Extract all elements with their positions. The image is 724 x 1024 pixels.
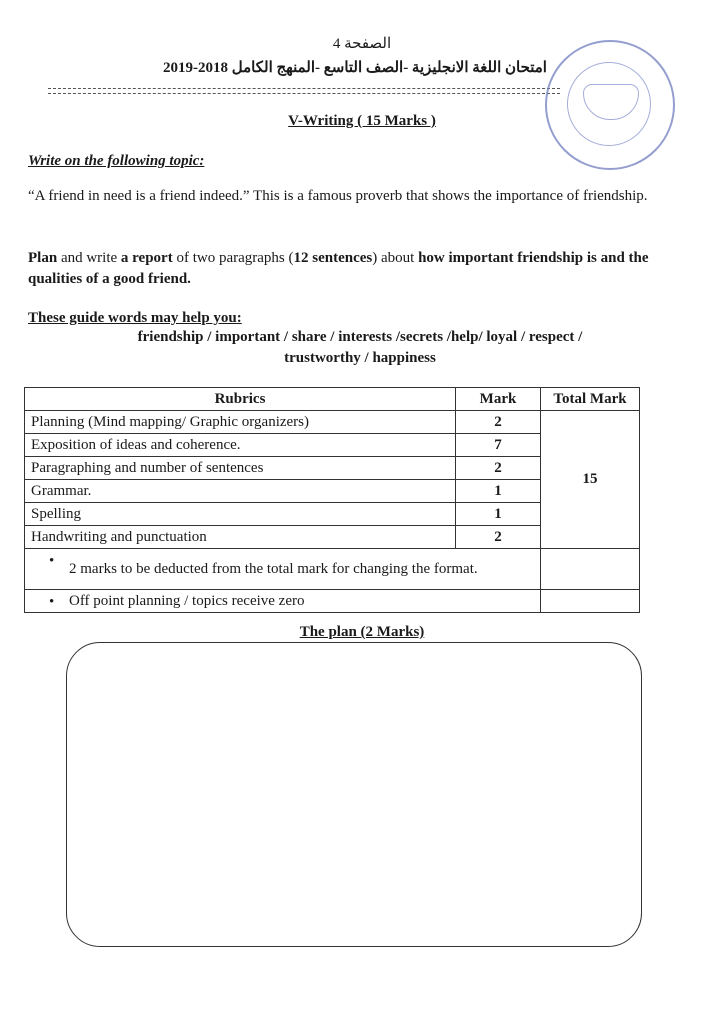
section-title: V-Writing ( 15 Marks ): [288, 113, 436, 129]
guide-words: [60, 327, 660, 369]
table-row: [25, 590, 640, 613]
rubric-label: Grammar.: [25, 480, 456, 503]
rubrics-table: [24, 387, 640, 613]
rubric-mark: 1: [456, 503, 541, 526]
instruction-bold-topic: how important friendship is and the qualities of a good friend.: [28, 250, 649, 287]
guide-words-line: friendship / important / share / interests /secrets /help/ loyal / respect /: [137, 329, 583, 345]
total-column-header: Total Mark: [541, 388, 640, 411]
instruction-bold-sentences: 12 sentences: [293, 250, 373, 266]
topic-instruction: [28, 248, 700, 290]
instruction-bold-plan: Plan: [28, 250, 58, 266]
rubric-mark: 2: [456, 526, 541, 549]
instruction-text: and write: [57, 250, 121, 266]
rubric-mark: 2: [456, 411, 541, 434]
instruction-bold-report: a report: [120, 250, 173, 266]
empty-cell: [541, 590, 640, 613]
topic-heading: Write on the following topic:: [28, 153, 205, 169]
rubric-note: [25, 590, 541, 613]
mark-column-header: Mark: [456, 388, 541, 411]
instruction-text: of two paragraphs (: [172, 250, 294, 266]
rubric-label: Exposition of ideas and coherence.: [25, 434, 456, 457]
bullet-icon: •: [49, 553, 55, 569]
table-row: [25, 549, 640, 590]
rubric-label: Handwriting and punctuation: [25, 526, 456, 549]
plan-title: The plan (2 Marks): [299, 624, 425, 640]
rubrics-column-header: Rubrics: [25, 388, 456, 411]
rubric-label: Paragraphing and number of sentences: [25, 457, 456, 480]
official-stamp: [545, 40, 675, 170]
empty-cell: [541, 549, 640, 590]
total-mark-value: 15: [541, 411, 640, 549]
bullet-icon: •: [49, 594, 55, 610]
rubric-label: Planning (Mind mapping/ Graphic organizers): [25, 411, 456, 434]
rubric-mark: 2: [456, 457, 541, 480]
plan-answer-box[interactable]: [66, 642, 642, 947]
rubric-note: [25, 549, 541, 590]
guide-words-heading: These guide words may help you:: [28, 310, 242, 326]
header-divider-second: [48, 93, 560, 94]
exam-title: امتحان اللغة الانجليزية -الصف التاسع -المنهج الكامل 2018-2019: [163, 60, 547, 76]
table-header-row: [25, 388, 640, 411]
rubric-mark: 1: [456, 480, 541, 503]
page-number-label: الصفحة 4: [332, 36, 392, 52]
rubric-note-text: 2 marks to be deducted from the total mark for changing the format.: [69, 560, 478, 577]
rubric-label: Spelling: [25, 503, 456, 526]
table-row: [25, 411, 640, 434]
guide-words-line: trustworthy / happiness: [284, 350, 436, 366]
header-divider: [48, 88, 560, 89]
topic-quote: “A friend in need is a friend indeed.” This is a famous proverb that shows the importance of friendship.: [28, 188, 648, 204]
rubric-mark: 7: [456, 434, 541, 457]
instruction-text: ) about: [372, 250, 419, 266]
rubric-note-text: Off point planning / topics receive zero: [69, 592, 305, 609]
